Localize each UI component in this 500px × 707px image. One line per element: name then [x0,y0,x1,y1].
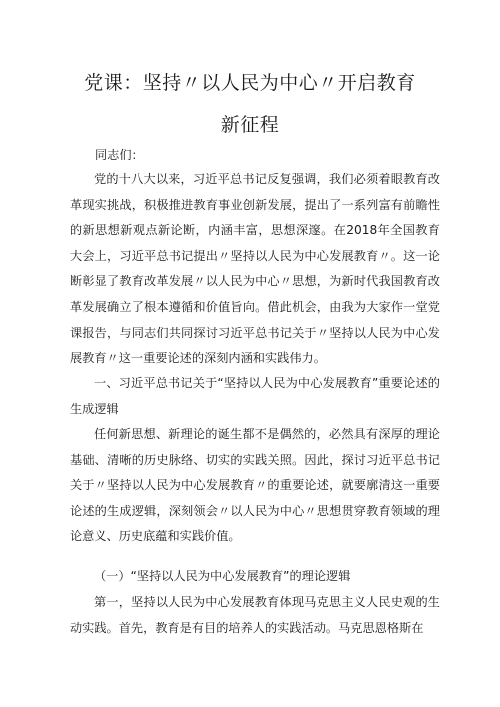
salutation: 同志们： [95,148,144,162]
paragraph-section-1: 任何新思想、新理论的诞生都不是偶然的，必然具有深厚的理论基础、清晰的历史脉络、切实的实践关照。因此，探讨习近平总书记关于〃坚持以人民为中心发展教育〃的重要论述，就要廓清这一重要论述的生成逻辑，深刻领会〃以人民为中心〃思想贯穿教育领域的理论意义、历史底蕴和实践价值。 [70,427,440,544]
paragraph-subsection-1: 第一，坚持以人民为中心发展教育体现马克思主义人民史观的生动实践。首先，教育是有目的培养人的实践活动。马克思恩格斯在 [70,595,440,635]
document-title-line-1: 党课：坚持〃以人民为中心〃开启教育 [84,72,416,94]
section-heading-1: 一、习近平总书记关于“坚持以人民为中心发展教育”重要论述的生成逻辑 [70,376,440,416]
subsection-heading-1: （一）“坚持以人民为中心发展教育”的理论逻辑 [94,569,351,583]
paragraph-intro: 党的十八大以来，习近平总书记反复强调，我们必须着眼教育改革现实挑战，积极推进教育事业创新发展，提出了一系列富有前瞻性的新思想新观点新论断，内涵丰富，思想深邃。在2018年全国教育大会上，习近平总书记提出〃坚持以人民为中心发展教育〃。这一论断彰显了教育改革发展〃以人民为中心〃思想，为新时代我国教育改革发展确立了根本遵循和价值旨向。借此机会，由我为大家作一堂党课报告，与同志们共同探讨习近平总书记关于〃坚持以人民为中心发展教育〃这一重要论述的深刻内涵和实践伟力。 [70,172,440,366]
document-title-line-2: 新征程 [220,114,280,136]
